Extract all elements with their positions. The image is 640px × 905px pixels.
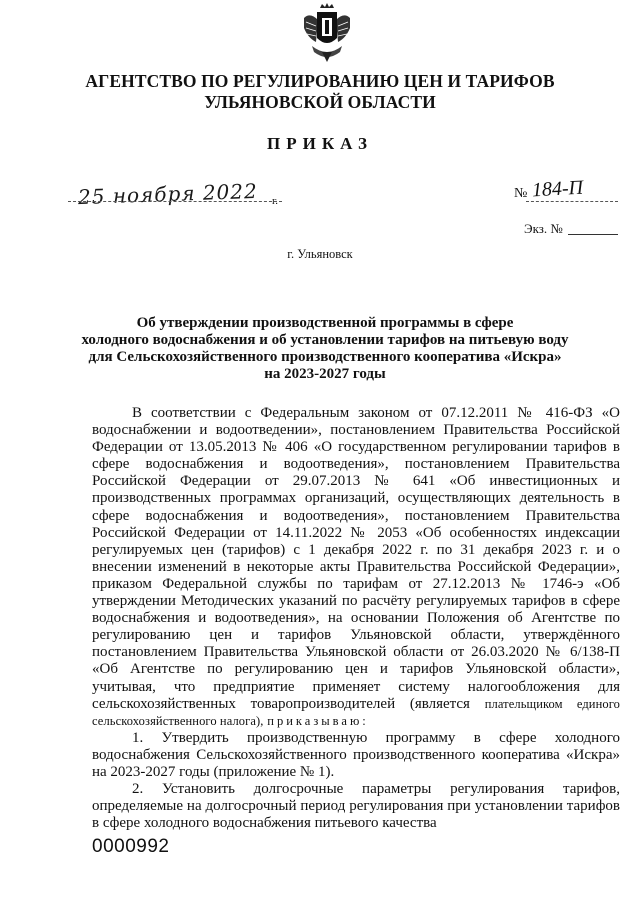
copy-number-blank (568, 234, 618, 235)
order-word: приказываю: (267, 713, 369, 728)
agency-title (0, 71, 640, 113)
preamble-text: В соответствии с Федеральным законом от 07.12.2011 № 416-ФЗ «О водоснабжении и водоотведении», постановлением Правительства Российской Федерации от 13.05.2013 № 406 «О государственном регулировании тарифов в сфере водоснабжения и водоотведения», постановлением Правительства Российской Федерации от 29.07.2013 № 641 «Об инвестиционных и производственных программах организаций, осуществляющих деятельность в сфере водоснабжения и водоотведения», постановлением Правительства Российской Федерации от 14.11.2022 № 2053 «Об особенностях индексации регулируемых цен (тарифов) с 1 декабря 2022 г. по 31 декабря 2023 г. и о внесении изменений в некоторые акты Правительства Российской Федерации», приказом Федеральной службы по тарифам от 27.12.2013 № 1746-э «Об утверждении Методических указаний по расчёту регулируемых тарифов в сфере водоснабжения и водоотведения», на основании Положения об Агентстве по регулированию цен и тарифов Ульяновской области, утверждённого постановлением Правительства Ульяновской области от 26.03.2020 № 6/138-П «Об Агентстве по регулированию цен и тарифов Ульяновской области», учитывая, что предприятие применяет систему налогообложения для сельскохозяйственных товаропроизводителей (является (92, 405, 620, 712)
document-body (92, 405, 620, 832)
paragraph-preamble (92, 405, 620, 730)
paragraph-item-1: 1. Утвердить производственную программу в сфере холодного водоснабжения Сельскохозяйственного производственного кооператива «Искра» на 2023-2027 годы (приложение № 1). (92, 729, 620, 780)
copy-number-label: Экз. № (524, 221, 563, 236)
agency-title-line2: УЛЬЯНОВСКОЙ ОБЛАСТИ (204, 92, 436, 112)
number-underline (526, 201, 618, 202)
agency-title-line1: АГЕНТСТВО ПО РЕГУЛИРОВАНИЮ ЦЕН И ТАРИФОВ (85, 71, 555, 91)
date-suffix: г. (272, 195, 279, 207)
subject-line1: Об утверждении производственной программы в сфере (136, 315, 514, 331)
handwritten-date: 25 ноября 2022 (77, 178, 259, 210)
coat-of-arms-emblem (300, 2, 354, 64)
subject-line2: холодного водоснабжения и об установлении тарифов на питьевую воду (81, 332, 569, 348)
city-line: г. Ульяновск (287, 247, 353, 261)
subject-line4: на 2023-2027 годы (264, 366, 386, 382)
date-underline (68, 201, 282, 202)
document-subject (60, 315, 590, 383)
document-type-heading: ПРИКАЗ (267, 134, 373, 153)
subject-line3: для Сельскохозяйственного производственного кооператива «Искра» (88, 349, 562, 365)
number-label: № (514, 186, 528, 201)
handwritten-number: 184-П (531, 176, 584, 202)
preamble-tail: плательщиком единого сельскохозяйственного налога), (92, 696, 620, 728)
form-serial-number: 0000992 (92, 836, 170, 857)
paragraph-item-2: 2. Установить долгосрочные параметры регулирования тарифов, определяемые на долгосрочный период регулирования при установлении тарифов в сфере холодного водоснабжения питьевого качества (92, 781, 620, 832)
